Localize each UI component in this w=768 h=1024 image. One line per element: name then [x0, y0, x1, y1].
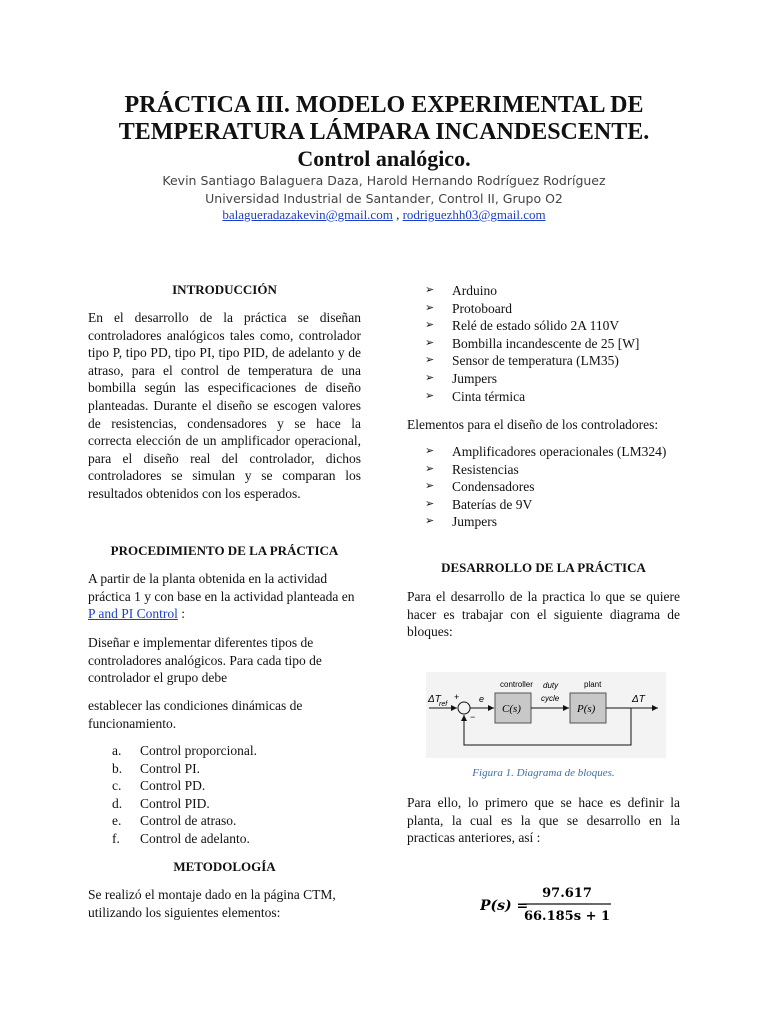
intro-paragraph: En el desarrollo de la práctica se diseñan controladores analógicos tales como, controlador tipo P, tipo PD, tipo PI, tipo PID, de adelanto y de atraso, para el control de temperatura de una bombilla según las especificaciones de diseño planteadas. Durante el diseño se escogen valores de resistencias, condensadores y se hace la correcta elección de un amplificador operacional, para el diseño real del controlador, dichos controladores se simulan y se comparan los resultados obtenidos con los esperados. — [88, 310, 361, 501]
block-diagram-svg — [426, 672, 666, 758]
affiliation: Universidad Industrial de Santander, Control II, Grupo O2 — [205, 191, 563, 206]
arrow-bullet-icon: ➢ — [425, 480, 435, 493]
list-item: ➢ Protoboard — [407, 300, 680, 318]
list-item: e. Control de atraso. — [112, 813, 237, 829]
list-item: a. Control proporcional. — [112, 743, 257, 758]
plant-block-label: P(s) — [577, 703, 596, 715]
methodology-paragraph: Se realizó el montaje dado en la página CTM, utilizando los siguientes elementos: — [88, 887, 336, 920]
email-link-kevin[interactable]: balagueradazakevin@gmail.com — [222, 207, 393, 222]
equipment-list — [407, 282, 680, 405]
minus-sign: − — [470, 712, 476, 722]
development-heading: DESARROLLO DE LA PRÁCTICA — [441, 560, 646, 575]
figure-caption: Figura 1. Diagrama de bloques. — [472, 767, 615, 779]
procedure-p1-text: A partir de la planta obtenida en la actividad práctica 1 y con base en la actividad planteada en — [88, 571, 355, 604]
email-link-harold[interactable]: rodriguezhh03@gmail.com — [402, 207, 546, 222]
procedure-paragraph-1 — [88, 570, 361, 623]
emails — [40, 207, 728, 223]
list-item: ➢ Condensadores — [407, 478, 680, 496]
arrow-bullet-icon: ➢ — [425, 284, 435, 296]
duty-label: duty — [543, 681, 559, 690]
controllers-intro: Elementos para el diseño de los controladores: — [407, 417, 659, 432]
procedure-paragraph-2: Diseñar e implementar diferentes tipos de controladores analógicos. Para cada tipo de controlador el grupo debe — [88, 635, 322, 686]
arrow-bullet-icon: ➢ — [425, 445, 435, 457]
methodology-heading: METODOLOGÍA — [173, 859, 276, 874]
procedure-heading: PROCEDIMIENTO DE LA PRÁCTICA — [110, 543, 339, 558]
controller-components-list — [407, 443, 680, 531]
email-separator: , — [392, 207, 403, 222]
authors: Kevin Santiago Balaguera Daza, Harold Hernando Rodríguez Rodríguez — [162, 173, 606, 188]
controller-label: controller — [500, 680, 533, 689]
formula-numerator: 97.617 — [542, 886, 592, 901]
p-and-pi-control-link[interactable]: P and PI Control — [88, 606, 178, 622]
list-item: ➢ Cinta térmica — [407, 388, 680, 406]
arrow-bullet-icon: ➢ — [425, 497, 435, 510]
input-sub: ref — [439, 701, 448, 708]
development-paragraph-1: Para el desarrollo de la practica lo que se quiere hacer es trabajar con el siguiente diagrama de bloques: — [407, 589, 680, 640]
list-item: ➢ Amplificadores operacionales (LM324) — [407, 443, 680, 461]
procedure-paragraph-3: establecer las condiciones dinámicas de funcionamiento. — [88, 698, 303, 731]
block-diagram-figure — [426, 672, 666, 758]
arrow-bullet-icon: ➢ — [425, 515, 435, 528]
list-item: f. Control de adelanto. — [112, 830, 250, 846]
formula-svg — [480, 882, 680, 926]
plant-formula — [480, 882, 680, 926]
paper-subtitle: Control analógico. — [297, 146, 471, 171]
list-item: ➢ Sensor de temperatura (LM35) — [407, 352, 680, 370]
arrow-bullet-icon: ➢ — [425, 389, 435, 402]
formula-denominator: 66.185s + 1 — [523, 909, 611, 924]
cycle-label: cycle — [541, 694, 560, 703]
summing-junction — [458, 702, 470, 714]
intro-heading: INTRODUCCIÓN — [172, 282, 277, 297]
list-item: ➢ Arduino — [407, 282, 680, 300]
list-item: c. Control PD. — [112, 778, 206, 794]
arrow-bullet-icon: ➢ — [425, 354, 435, 367]
output-label: ΔT — [632, 694, 645, 705]
procedure-p1-after: : — [177, 606, 186, 622]
list-item: ➢ Jumpers — [407, 370, 680, 388]
arrow-bullet-icon: ➢ — [425, 371, 435, 384]
list-item: ➢ Relé de estado sólido 2A 110V — [407, 317, 680, 335]
input-label: ΔT — [428, 694, 441, 705]
plant-label: plant — [584, 680, 602, 689]
list-item: b. Control PI. — [112, 760, 201, 776]
list-item: ➢ Jumpers — [407, 513, 680, 531]
plus-sign: + — [454, 692, 460, 702]
arrow-bullet-icon: ➢ — [425, 336, 435, 349]
paper-title: PRÁCTICA III. MODELO EXPERIMENTAL DE TEMPERATURA LÁMPARA INCANDESCENTE. — [118, 92, 650, 145]
list-item: ➢ Resistencias — [407, 461, 680, 479]
list-item: ➢ Baterías de 9V — [407, 496, 680, 514]
arrow-bullet-icon: ➢ — [425, 319, 435, 332]
controller-block-label: C(s) — [502, 703, 521, 715]
development-paragraph-2: Para ello, lo primero que se hace es definir la planta, la cual es la que se desarrollo en la practicas anteriores, así : — [407, 795, 680, 846]
list-item: ➢ Bombilla incandescente de 25 [W] — [407, 335, 680, 353]
arrow-bullet-icon: ➢ — [425, 301, 435, 314]
list-item: d. Control PID. — [112, 795, 210, 811]
controller-type-list — [88, 742, 361, 848]
error-label: e — [479, 694, 485, 704]
arrow-bullet-icon: ➢ — [425, 462, 435, 475]
formula-lhs: P(s) = — [480, 898, 529, 914]
